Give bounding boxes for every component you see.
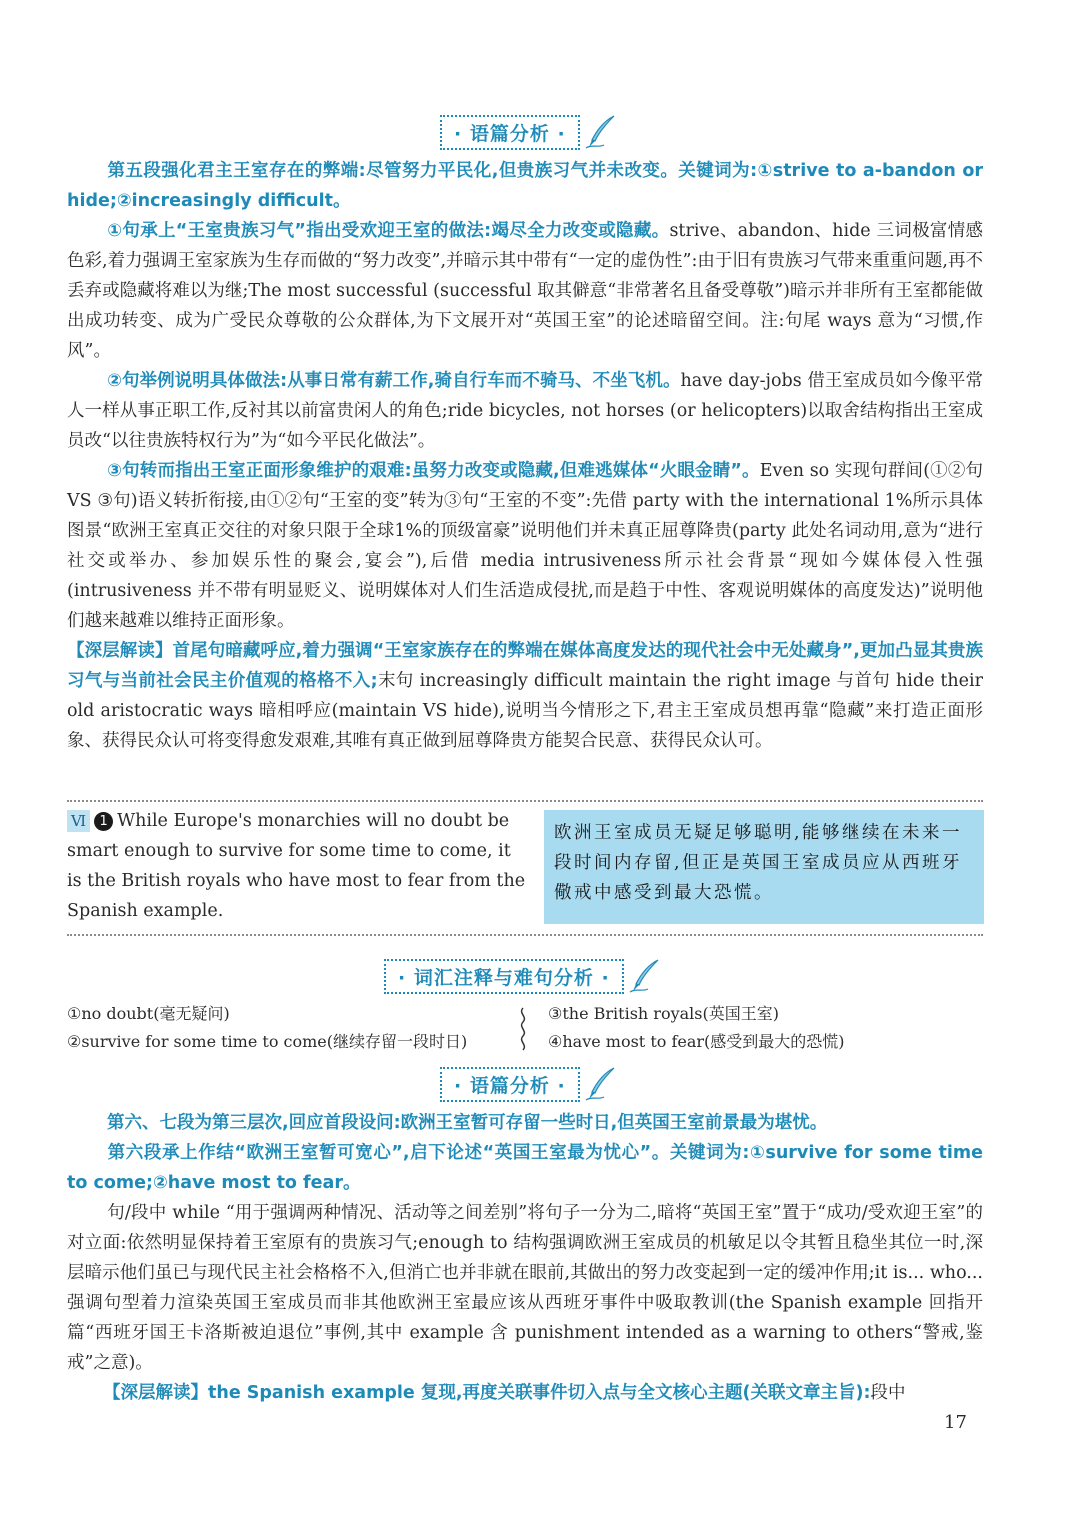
paragraph-number-badge: Ⅵ (67, 810, 90, 832)
wavy-separator-icon (516, 1006, 530, 1052)
sentence-text: While Europe's monarchies will no doubt be smart enough to survive for some time to come, it is the British royals who have most to fear from the Spanish example. (67, 811, 526, 921)
section-title-label: · 语篇分析 · (440, 1067, 580, 1102)
paragraph-6 (67, 1138, 983, 1198)
paragraph-5-bold: 第六、七段为第三层次,回应首段设问:欧洲王室暂可存留一些时日,但英国王室前景最为堪忧。 (107, 1113, 828, 1133)
vocab-item-1: ①no doubt(毫无疑问) (67, 1004, 230, 1023)
paragraph-4 (67, 456, 983, 636)
deep-interpretation-2 (67, 1378, 983, 1408)
section-title-vocab-analysis (384, 958, 664, 994)
translation-text: 欧洲王室成员无疑足够聪明,能够继续在未来一段时间内存留,但正是英国王室成员应从西班牙儆戒中感受到最大恐慌。 (554, 823, 963, 903)
vocab-item-2: ②survive for some time to come(继续存留一段时日) (67, 1032, 468, 1051)
quill-pen-icon (584, 114, 620, 150)
paragraph-2-bold: ①句承上“王室贵族习气”指出受欢迎王室的做法:竭尽全力改变或隐藏。 (107, 221, 670, 241)
paragraph-2 (67, 216, 983, 366)
difficult-sentence (67, 806, 527, 926)
paragraph-3 (67, 366, 983, 456)
paragraph-7-text: 句/段中 while “用于强调两种情况、活动等之间差别”将句子一分为二,暗将“英国王室”置于“成功/受欢迎王室”的对立面:依然明显保持着王室原有的贵族习气;enough to 结构强调欧洲王室成员的机敏足以令其暂且稳坐其位一时,深层暗示他们虽已与现代民主社会格格不入,但消亡也并非就在眼前,其做出的努力改变起到一定的缓冲作用;it is... who... 强调句型着力渲染英国王室成员而非其他欧洲王室最应该从西班牙事件中吸取教训(the Spanish example 回指开篇“西班牙国王卡洛斯被迫退位”事例,其中 example 含 punishment intended as a warning to others“警戒,鉴戒”之意)。 (67, 1203, 983, 1373)
paragraph-1 (67, 156, 983, 216)
deep-interpretation-2-text: 段中 (870, 1383, 906, 1403)
sentence-number-badge: 1 (94, 812, 113, 831)
page-number: 17 (944, 1412, 967, 1433)
paragraph-6-bold: 第六段承上作结“欧洲王室暂可宽心”,启下论述“英国王室最为忧心”。关键词为:①survive for some time to come;②have most to fear。 (67, 1143, 983, 1193)
section-title-label: · 语篇分析 · (440, 115, 580, 150)
divider-bottom (67, 934, 983, 936)
vocab-item-3: ③the British royals(英国王室) (548, 1004, 779, 1023)
deep-interpretation-1-text: 末句 increasingly difficult maintain the right image 与首句 hide their old aristocratic ways 暗相呼应(maintain VS hide),说明当今情形之下,君主王室成员想再靠“隐藏”来打造正面形象、获得民众认可将变得愈发艰难,其唯有真正做到屈尊降贵方能契合民意、获得民众认可。 (67, 671, 984, 751)
paragraph-4-text: Even so 实现句群间(①②句 VS ③句)语义转折衔接,由①②句“王室的变”转为③句“王室的不变”:先借 party with the international 1%所示具体图景“欧洲王室真正交往的对象只限于全球1%的顶级富豪”说明他们并未真正屈尊降贵(party 此处名词动用,意为“进行社交或举办、参加娱乐性的聚会,宴会”),后借 media intrusiveness所示社会背景“现如今媒体侵入性强(intrusiveness 并不带有明显贬义、说明媒体对人们生活造成侵扰,而是趋于中性、客观说明媒体的高度发达)”说明他们越来越难以维持正面形象。 (67, 461, 983, 631)
translation-box (544, 810, 984, 924)
quill-pen-icon (584, 1066, 620, 1102)
section-title-label: · 词汇注释与难句分析 · (384, 959, 624, 994)
deep-interpretation-2-bold: 【深层解读】the Spanish example 复现,再度关联事件切入点与全文核心主题(关联文章主旨): (103, 1383, 871, 1403)
paragraph-5 (67, 1108, 983, 1138)
section-title-discourse-analysis-2 (440, 1066, 620, 1102)
paragraph-4-bold: ③句转而指出王室正面形象维护的艰难:虽努力改变或隐藏,但难逃媒体“火眼金睛”。 (107, 461, 760, 481)
vocab-item-4: ④have most to fear(感受到最大的恐慌) (548, 1032, 845, 1051)
paragraph-3-text: have day-jobs 借王室成员如今像平常人一样从事正职工作,反衬其以前富贵闲人的角色;ride bicycles, not horses (or helicopters)以取舍结构指出王室成员改“以往贵族特权行为”为“如今平民化做法”。 (67, 371, 983, 451)
paragraph-2-text: strive、abandon、hide 三词极富情感色彩,着力强调王室家族为生存而做的“努力改变”,并暗示其中带有“一定的虚伪性”:由于旧有贵族习气带来重重问题,再不丢弃或隐藏将难以为继;The most successful (successful 取其僻意“非常著名且备受尊敬”)暗示并非所有王室都能做出成功转变、成为广受民众尊敬的公众群体,为下文展开对“英国王室”的论述暗留空间。注:句尾 ways 意为“习惯,作风”。 (67, 221, 983, 361)
divider-top (67, 800, 983, 802)
deep-interpretation-1-bold: 【深层解读】首尾句暗藏呼应,着力强调“王室家族存在的弊端在媒体高度发达的现代社会中无处藏身”,更加凸显其贵族习气与当前社会民主价值观的格格不入; (67, 641, 983, 691)
paragraph-3-bold: ②句举例说明具体做法:从事日常有薪工作,骑自行车而不骑马、不坐飞机。 (107, 371, 681, 391)
deep-interpretation-1 (67, 636, 983, 756)
paragraph-7 (67, 1198, 983, 1378)
section-title-discourse-analysis (440, 114, 620, 150)
quill-pen-icon (628, 958, 664, 994)
paragraph-1-bold: 第五段强化君主王室存在的弊端:尽管努力平民化,但贵族习气并未改变。关键词为:①strive to a-bandon or hide;②increasingly difficult。 (67, 161, 983, 211)
